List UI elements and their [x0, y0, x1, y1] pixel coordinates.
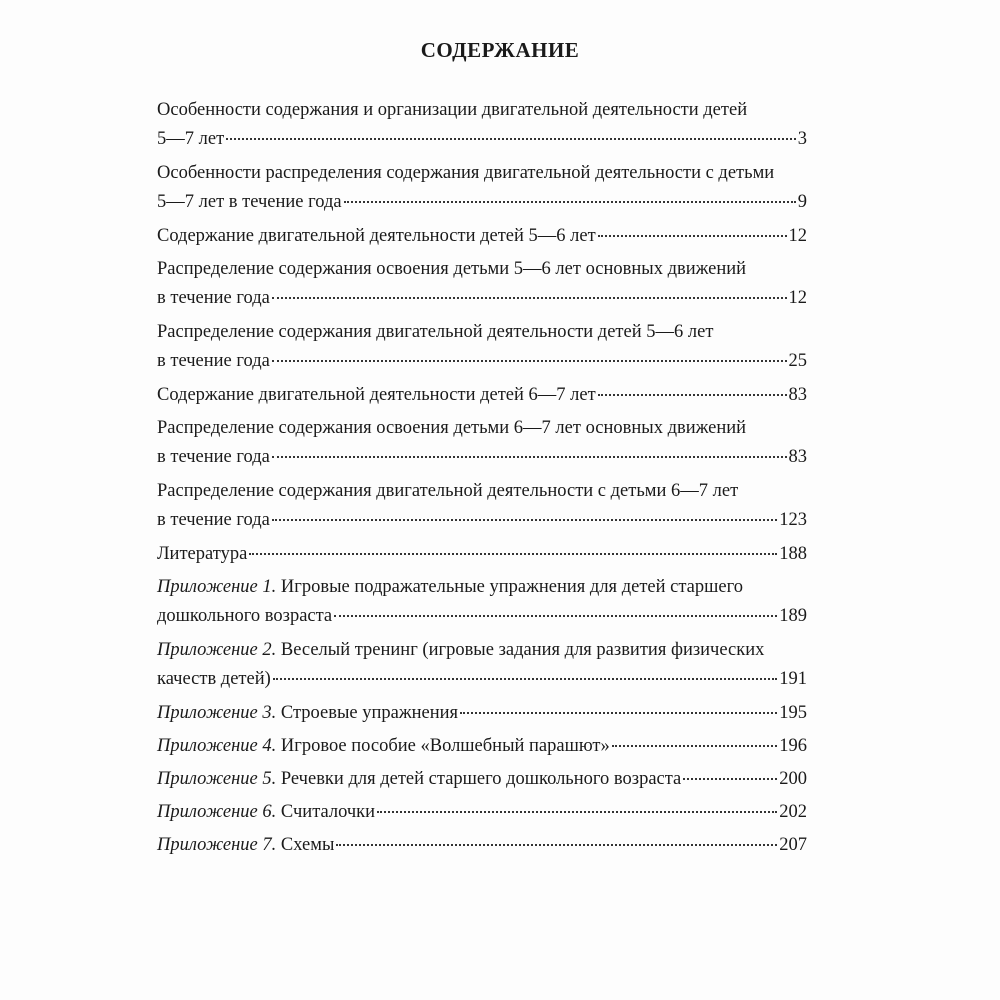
toc-entry[interactable]: [157, 765, 807, 794]
toc-entry-text: Распределение содержания освоения детьми 5—6 лет основных движений: [157, 259, 747, 279]
toc-entry[interactable]: [157, 831, 807, 860]
dot-leader: [272, 519, 777, 521]
dot-leader: [612, 745, 777, 747]
toc-entry[interactable]: [157, 732, 807, 761]
toc-page-number: 202: [779, 802, 807, 822]
toc-page-number: 195: [779, 703, 807, 723]
toc-page-number: 188: [779, 544, 807, 564]
toc-entry[interactable]: [157, 96, 807, 154]
toc-entry[interactable]: [157, 636, 807, 694]
toc-entry-text: Распределение содержания двигательной деятельности с детьми 6—7 лет: [157, 481, 739, 501]
toc-entry[interactable]: [157, 699, 807, 728]
appendix-label: Приложение 6.: [157, 802, 277, 822]
toc-entry[interactable]: [157, 318, 807, 376]
dot-leader: [683, 778, 777, 780]
toc-page-number: 12: [788, 226, 807, 246]
toc-page-number: 83: [788, 385, 807, 405]
toc-page-number: 196: [779, 736, 807, 756]
toc-entry-text: качеств детей): [157, 669, 271, 689]
appendix-label: Приложение 2.: [157, 640, 277, 660]
appendix-label: Приложение 4.: [157, 736, 277, 756]
toc-page-number: 189: [779, 606, 807, 626]
appendix-label: Приложение 1.: [157, 577, 277, 597]
toc-entry-text: 5—7 лет: [157, 129, 225, 149]
toc-entry[interactable]: [157, 159, 807, 217]
toc-entry-text: Содержание двигательной деятельности детей 6—7 лет: [157, 385, 596, 405]
dot-leader: [272, 360, 787, 362]
dot-leader: [344, 201, 796, 203]
toc-page-number: 200: [779, 769, 807, 789]
toc-entry[interactable]: [157, 414, 807, 472]
appendix-label: Приложение 5.: [157, 769, 277, 789]
toc-entry-text: Распределение содержания двигательной деятельности детей 5—6 лет: [157, 322, 714, 342]
toc-page-number: 12: [788, 288, 807, 308]
toc-entry-text: Особенности распределения содержания двигательной деятельности с детьми: [157, 163, 775, 183]
dot-leader: [226, 138, 796, 140]
dot-leader: [249, 553, 777, 555]
toc-entry-text: Литература: [157, 544, 248, 564]
dot-leader: [598, 235, 787, 237]
toc-entry-text: Распределение содержания освоения детьми 6—7 лет основных движений: [157, 418, 747, 438]
toc-entry[interactable]: [157, 381, 807, 410]
table-of-contents: [157, 96, 807, 864]
toc-entry-text: Содержание двигательной деятельности детей 5—6 лет: [157, 226, 596, 246]
dot-leader: [334, 615, 777, 617]
toc-page-number: 123: [779, 510, 807, 530]
page-title: СОДЕРЖАНИЕ: [420, 38, 580, 62]
toc-entry-text: 5—7 лет в течение года: [157, 192, 342, 212]
toc-entry-text: Особенности содержания и организации двигательной деятельности детей: [157, 100, 748, 120]
appendix-label: Приложение 3.: [157, 703, 277, 723]
toc-page-number: 207: [779, 835, 807, 855]
toc-entry-text: Игровое пособие «Волшебный парашют»: [276, 736, 610, 756]
toc-entry-text: в течение года: [157, 351, 270, 371]
dot-leader: [598, 394, 787, 396]
toc-entry[interactable]: [157, 222, 807, 251]
dot-leader: [377, 811, 777, 813]
toc-entry[interactable]: [157, 798, 807, 827]
toc-page-number: 3: [797, 129, 807, 149]
toc-page-number: 9: [797, 192, 807, 212]
toc-entry-text: в течение года: [157, 510, 270, 530]
dot-leader: [272, 456, 787, 458]
toc-page-number: 191: [779, 669, 807, 689]
toc-page-number: 83: [788, 447, 807, 467]
toc-entry[interactable]: [157, 255, 807, 313]
toc-entry[interactable]: [157, 573, 807, 631]
toc-entry-text: в течение года: [157, 447, 270, 467]
dot-leader: [336, 844, 777, 846]
dot-leader: [273, 678, 777, 680]
toc-entry-text: Считалочки: [276, 802, 376, 822]
dot-leader: [460, 712, 777, 714]
toc-entry-text: Веселый тренинг (игровые задания для развития физических: [276, 640, 765, 660]
toc-entry-text: Игровые подражательные упражнения для детей старшего: [276, 577, 743, 597]
toc-entry[interactable]: [157, 477, 807, 535]
appendix-label: Приложение 7.: [157, 835, 277, 855]
toc-entry-text: дошкольного возраста: [157, 606, 333, 626]
toc-entry[interactable]: [157, 540, 807, 569]
toc-page-number: 25: [788, 351, 807, 371]
toc-entry-text: Строевые упражнения: [276, 703, 459, 723]
toc-entry-text: Речевки для детей старшего дошкольного возраста: [276, 769, 682, 789]
dot-leader: [272, 297, 787, 299]
toc-entry-text: в течение года: [157, 288, 270, 308]
toc-entry-text: Схемы: [276, 835, 335, 855]
